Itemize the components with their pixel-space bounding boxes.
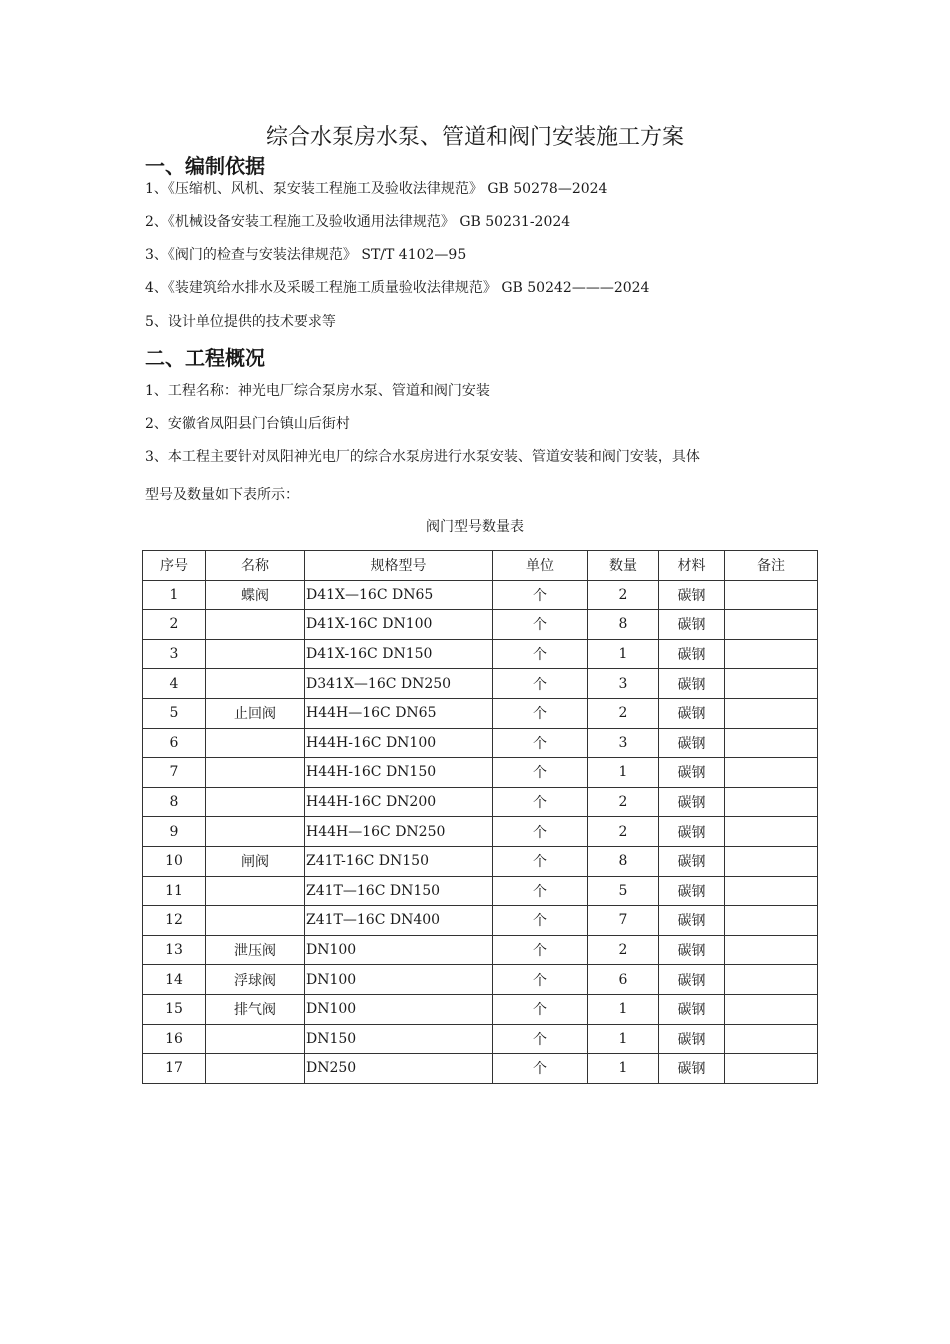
cell-name: 排气阀	[206, 994, 305, 1024]
cell-spec: Z41T-16C DN150	[305, 846, 493, 876]
cell-name	[206, 728, 305, 758]
cell-unit: 个	[493, 876, 588, 906]
table-row	[143, 965, 818, 995]
cell-index: 7	[143, 758, 206, 788]
cell-remark	[725, 1024, 818, 1054]
cell-spec: DN250	[305, 1054, 493, 1084]
header-quantity: 数量	[588, 551, 659, 581]
cell-remark	[725, 817, 818, 847]
cell-material: 碳钢	[659, 728, 725, 758]
cell-spec: H44H—16C DN65	[305, 698, 493, 728]
cell-remark	[725, 728, 818, 758]
cell-remark	[725, 935, 818, 965]
cell-spec: Z41T—16C DN150	[305, 876, 493, 906]
cell-index: 9	[143, 817, 206, 847]
table-row	[143, 906, 818, 936]
header-material: 材料	[659, 551, 725, 581]
cell-unit: 个	[493, 965, 588, 995]
cell-name: 蝶阀	[206, 580, 305, 610]
table-row	[143, 610, 818, 640]
valve-table	[142, 550, 818, 1084]
cell-material: 碳钢	[659, 758, 725, 788]
cell-spec: D341X—16C DN250	[305, 669, 493, 699]
cell-quantity: 1	[588, 758, 659, 788]
cell-unit: 个	[493, 1024, 588, 1054]
cell-spec: Z41T—16C DN400	[305, 906, 493, 936]
cell-material: 碳钢	[659, 669, 725, 699]
cell-spec: H44H-16C DN100	[305, 728, 493, 758]
cell-index: 1	[143, 580, 206, 610]
table-row	[143, 758, 818, 788]
cell-unit: 个	[493, 698, 588, 728]
cell-material: 碳钢	[659, 965, 725, 995]
cell-material: 碳钢	[659, 906, 725, 936]
overview-item: 2、安徽省凤阳县门台镇山后街村	[145, 416, 350, 432]
table-row	[143, 846, 818, 876]
cell-name	[206, 817, 305, 847]
cell-index: 14	[143, 965, 206, 995]
cell-name	[206, 669, 305, 699]
cell-quantity: 2	[588, 698, 659, 728]
cell-material: 碳钢	[659, 698, 725, 728]
overview-item: 3、本工程主要针对凤阳神光电厂的综合水泵房进行水泵安装、管道安装和阀门安装，具体	[145, 449, 700, 465]
cell-unit: 个	[493, 817, 588, 847]
cell-spec: H44H-16C DN200	[305, 787, 493, 817]
cell-spec: DN150	[305, 1024, 493, 1054]
cell-remark	[725, 994, 818, 1024]
table-row	[143, 1024, 818, 1054]
table-row	[143, 639, 818, 669]
cell-remark	[725, 876, 818, 906]
overview-item: 型号及数量如下表所示：	[145, 487, 299, 503]
cell-spec: DN100	[305, 935, 493, 965]
cell-material: 碳钢	[659, 1054, 725, 1084]
cell-unit: 个	[493, 994, 588, 1024]
basis-item: 3、《阀门的检查与安装法律规范》 ST/T 4102—95	[145, 247, 467, 263]
cell-spec: H44H-16C DN150	[305, 758, 493, 788]
cell-remark	[725, 906, 818, 936]
cell-quantity: 2	[588, 817, 659, 847]
section-heading-overview: 二、工程概况	[145, 346, 265, 370]
table-row	[143, 787, 818, 817]
basis-item: 4、《装建筑给水排水及采暖工程施工质量验收法律规范》 GB 50242———2024	[145, 280, 650, 296]
cell-quantity: 2	[588, 580, 659, 610]
basis-item: 2、《机械设备安装工程施工及验收通用法律规范》 GB 50231-2024	[145, 214, 571, 230]
cell-unit: 个	[493, 935, 588, 965]
cell-name	[206, 787, 305, 817]
cell-name: 泄压阀	[206, 935, 305, 965]
cell-material: 碳钢	[659, 817, 725, 847]
cell-quantity: 1	[588, 1024, 659, 1054]
cell-spec: DN100	[305, 965, 493, 995]
cell-unit: 个	[493, 580, 588, 610]
cell-quantity: 6	[588, 965, 659, 995]
section-heading-basis: 一、编制依据	[145, 154, 265, 178]
table-header-row	[143, 551, 818, 581]
overview-item: 1、工程名称：神光电厂综合泵房水泵、管道和阀门安装	[145, 383, 490, 399]
cell-unit: 个	[493, 846, 588, 876]
basis-item: 1、《压缩机、风机、泵安装工程施工及验收法律规范》 GB 50278—2024	[145, 181, 608, 197]
cell-material: 碳钢	[659, 876, 725, 906]
cell-index: 5	[143, 698, 206, 728]
cell-unit: 个	[493, 669, 588, 699]
basis-item: 5、设计单位提供的技术要求等	[145, 314, 336, 330]
cell-material: 碳钢	[659, 610, 725, 640]
cell-name	[206, 1054, 305, 1084]
cell-name	[206, 610, 305, 640]
cell-spec: DN100	[305, 994, 493, 1024]
cell-name	[206, 639, 305, 669]
cell-unit: 个	[493, 610, 588, 640]
cell-index: 10	[143, 846, 206, 876]
cell-remark	[725, 758, 818, 788]
header-unit: 单位	[493, 551, 588, 581]
table-caption: 阀门型号数量表	[426, 519, 524, 535]
cell-name: 止回阀	[206, 698, 305, 728]
table-row	[143, 728, 818, 758]
cell-material: 碳钢	[659, 639, 725, 669]
cell-unit: 个	[493, 1054, 588, 1084]
cell-quantity: 2	[588, 787, 659, 817]
cell-remark	[725, 610, 818, 640]
cell-name: 闸阀	[206, 846, 305, 876]
cell-quantity: 1	[588, 1054, 659, 1084]
cell-index: 3	[143, 639, 206, 669]
cell-index: 13	[143, 935, 206, 965]
cell-name	[206, 876, 305, 906]
cell-remark	[725, 580, 818, 610]
cell-unit: 个	[493, 758, 588, 788]
cell-name	[206, 1024, 305, 1054]
cell-remark	[725, 1054, 818, 1084]
cell-remark	[725, 846, 818, 876]
cell-index: 17	[143, 1054, 206, 1084]
cell-remark	[725, 669, 818, 699]
header-name: 名称	[206, 551, 305, 581]
cell-spec: H44H—16C DN250	[305, 817, 493, 847]
cell-name: 浮球阀	[206, 965, 305, 995]
table-row	[143, 669, 818, 699]
cell-quantity: 2	[588, 935, 659, 965]
cell-unit: 个	[493, 787, 588, 817]
table-row	[143, 817, 818, 847]
cell-spec: D41X-16C DN100	[305, 610, 493, 640]
table-row	[143, 876, 818, 906]
table-row	[143, 1054, 818, 1084]
cell-index: 11	[143, 876, 206, 906]
cell-quantity: 1	[588, 994, 659, 1024]
header-spec: 规格型号	[305, 551, 493, 581]
cell-spec: D41X—16C DN65	[305, 580, 493, 610]
cell-remark	[725, 787, 818, 817]
cell-unit: 个	[493, 639, 588, 669]
cell-quantity: 3	[588, 669, 659, 699]
cell-unit: 个	[493, 728, 588, 758]
cell-quantity: 5	[588, 876, 659, 906]
table-row	[143, 994, 818, 1024]
table-row	[143, 935, 818, 965]
cell-remark	[725, 698, 818, 728]
cell-name	[206, 906, 305, 936]
cell-quantity: 3	[588, 728, 659, 758]
cell-quantity: 7	[588, 906, 659, 936]
document-title: 综合水泵房水泵、管道和阀门安装施工方案	[265, 125, 684, 150]
cell-remark	[725, 639, 818, 669]
cell-index: 8	[143, 787, 206, 817]
cell-material: 碳钢	[659, 1024, 725, 1054]
cell-unit: 个	[493, 906, 588, 936]
header-remark: 备注	[725, 551, 818, 581]
cell-material: 碳钢	[659, 846, 725, 876]
table-row	[143, 580, 818, 610]
cell-material: 碳钢	[659, 580, 725, 610]
cell-index: 4	[143, 669, 206, 699]
cell-material: 碳钢	[659, 994, 725, 1024]
cell-quantity: 8	[588, 846, 659, 876]
cell-name	[206, 758, 305, 788]
cell-index: 12	[143, 906, 206, 936]
header-index: 序号	[143, 551, 206, 581]
cell-remark	[725, 965, 818, 995]
cell-quantity: 1	[588, 639, 659, 669]
cell-quantity: 8	[588, 610, 659, 640]
cell-index: 6	[143, 728, 206, 758]
cell-material: 碳钢	[659, 787, 725, 817]
cell-material: 碳钢	[659, 935, 725, 965]
cell-spec: D41X-16C DN150	[305, 639, 493, 669]
cell-index: 2	[143, 610, 206, 640]
table-row	[143, 698, 818, 728]
cell-index: 16	[143, 1024, 206, 1054]
cell-index: 15	[143, 994, 206, 1024]
